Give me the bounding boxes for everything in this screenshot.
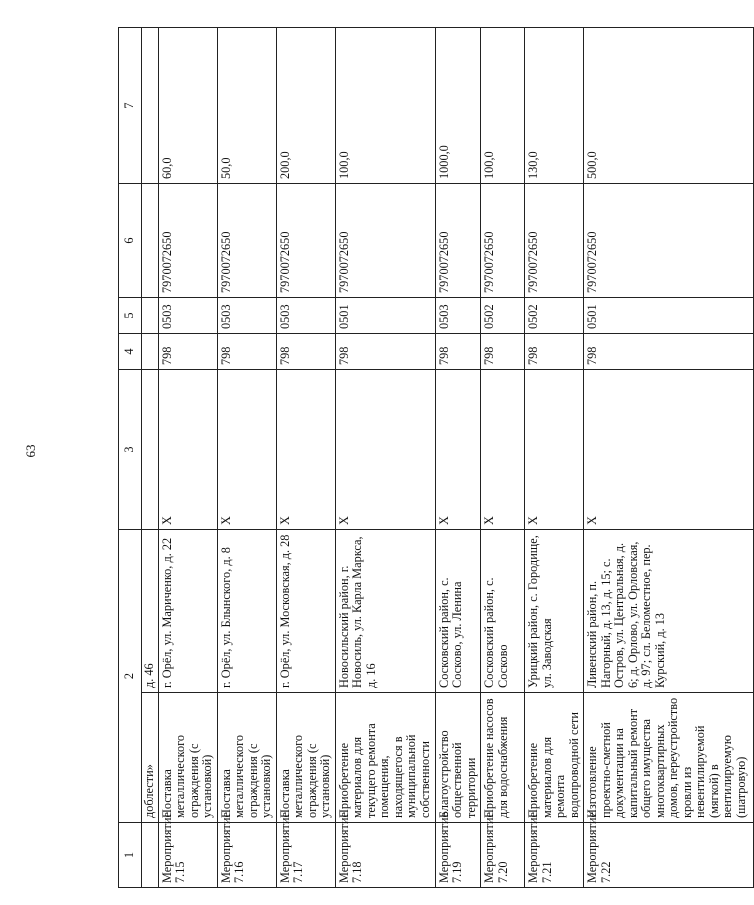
row-col5-cell: 0501	[335, 298, 435, 334]
row-col6-cell: 7970072650	[584, 184, 754, 298]
row-id-cell: Мероприятие 7.15	[158, 823, 217, 888]
row-col3-cell: X	[276, 370, 335, 530]
row-name-cell: Приобретение материалов для ремонта водопроводной сети	[525, 693, 584, 823]
row-col7-cell: 1000,0	[435, 28, 481, 184]
row-col6-cell: 7970072650	[481, 184, 525, 298]
row-col3-cell: X	[158, 370, 217, 530]
header-col-6: 6	[119, 184, 142, 298]
table-row	[435, 28, 481, 888]
row-name-cell: Изготовление проектно-сметной документации на капитальный ремонт общего имущества многоквартирных домов, переустройство кровли из невентилируемой (мягкой) в вентилируемую (шатровую)	[584, 693, 754, 823]
header-col-3: 3	[119, 370, 142, 530]
row-id-cell: Мероприятие 7.21	[525, 823, 584, 888]
row-col3-cell: X	[217, 370, 276, 530]
continuation-id-cell	[142, 823, 159, 888]
header-col-2: 2	[119, 530, 142, 823]
row-address-cell: г. Орёл, ул. Московская, д. 28	[276, 530, 335, 693]
row-address-cell: Ливенский район, п. Нагорный, д. 13, д. 15; с. Остров, ул. Центральная, д. 6; д. Орлово, ул. Орловская, д. 97; сл. Беломестное, пер. Курский, д. 13	[584, 530, 754, 693]
header-col-4: 4	[119, 334, 142, 370]
row-col4-cell: 798	[276, 334, 335, 370]
table-row	[525, 28, 584, 888]
row-address-cell: Сосковский район, с. Сосково	[481, 530, 525, 693]
header-col-5: 5	[119, 298, 142, 334]
header-col-7: 7	[119, 28, 142, 184]
row-col7-cell: 130,0	[525, 28, 584, 184]
row-col6-cell: 7970072650	[335, 184, 435, 298]
row-col7-cell: 200,0	[276, 28, 335, 184]
row-id-cell: Мероприятие 7.16	[217, 823, 276, 888]
table-row	[158, 28, 217, 888]
row-col3-cell: X	[584, 370, 754, 530]
row-col4-cell: 798	[525, 334, 584, 370]
row-name-cell: Приобретение материалов для текущего ремонта помещения, находящегося в муниципальной собственности	[335, 693, 435, 823]
row-col3-cell: X	[435, 370, 481, 530]
row-name-cell: Благоустройство общественной территории	[435, 693, 481, 823]
row-col5-cell: 0503	[158, 298, 217, 334]
continuation-address-cell: д. 46	[142, 530, 159, 693]
row-col5-cell: 0502	[481, 298, 525, 334]
row-col6-cell: 7970072650	[525, 184, 584, 298]
row-col7-cell: 60,0	[158, 28, 217, 184]
row-col3-cell: X	[525, 370, 584, 530]
row-col4-cell: 798	[217, 334, 276, 370]
row-col6-cell: 7970072650	[435, 184, 481, 298]
continuation-row	[142, 28, 159, 888]
row-name-cell: Поставка металлического ограждения (с установкой)	[276, 693, 335, 823]
row-address-cell: г. Орёл, ул. Блынского, д. 8	[217, 530, 276, 693]
row-id-cell: Мероприятие 7.22	[584, 823, 754, 888]
row-col7-cell: 100,0	[481, 28, 525, 184]
header-row	[119, 28, 142, 888]
row-col5-cell: 0503	[276, 298, 335, 334]
row-col4-cell: 798	[158, 334, 217, 370]
row-col4-cell: 798	[435, 334, 481, 370]
continuation-name-cell: доблести»	[142, 693, 159, 823]
page-number: 63	[23, 444, 38, 458]
row-col5-cell: 0502	[525, 298, 584, 334]
row-col5-cell: 0501	[584, 298, 754, 334]
table-row	[335, 28, 435, 888]
row-col4-cell: 798	[481, 334, 525, 370]
table-row	[584, 28, 754, 888]
row-address-cell: г. Орёл, ул. Мариченко, д. 22	[158, 530, 217, 693]
table-row	[217, 28, 276, 888]
row-name-cell: Поставка металлического ограждения (с установкой)	[217, 693, 276, 823]
table-row	[481, 28, 525, 888]
row-col5-cell: 0503	[217, 298, 276, 334]
row-col5-cell: 0503	[435, 298, 481, 334]
row-id-cell: Мероприятие 7.20	[481, 823, 525, 888]
row-col3-cell: X	[481, 370, 525, 530]
row-col7-cell: 100,0	[335, 28, 435, 184]
row-address-cell: Сосковский район, с. Сосково, ул. Ленина	[435, 530, 481, 693]
rotated-table-container	[118, 28, 748, 888]
row-col7-cell: 500,0	[584, 28, 754, 184]
row-col4-cell: 798	[335, 334, 435, 370]
row-name-cell: Поставка металлического ограждения (с установкой)	[158, 693, 217, 823]
row-col6-cell: 7970072650	[276, 184, 335, 298]
row-address-cell: Урицкий район, с. Городище, ул. Заводская	[525, 530, 584, 693]
table-row	[276, 28, 335, 888]
row-id-cell: Мероприятие 7.19	[435, 823, 481, 888]
row-col7-cell: 50,0	[217, 28, 276, 184]
row-col4-cell: 798	[584, 334, 754, 370]
row-col3-cell: X	[335, 370, 435, 530]
row-col6-cell: 7970072650	[158, 184, 217, 298]
budget-table	[118, 27, 754, 888]
header-col-1: 1	[119, 823, 142, 888]
row-id-cell: Мероприятие 7.17	[276, 823, 335, 888]
row-col6-cell: 7970072650	[217, 184, 276, 298]
row-id-cell: Мероприятие 7.18	[335, 823, 435, 888]
row-address-cell: Новосильский район, г. Новосиль, ул. Карла Маркса, д. 16	[335, 530, 435, 693]
row-name-cell: Приобретение насосов для водоснабжения	[481, 693, 525, 823]
